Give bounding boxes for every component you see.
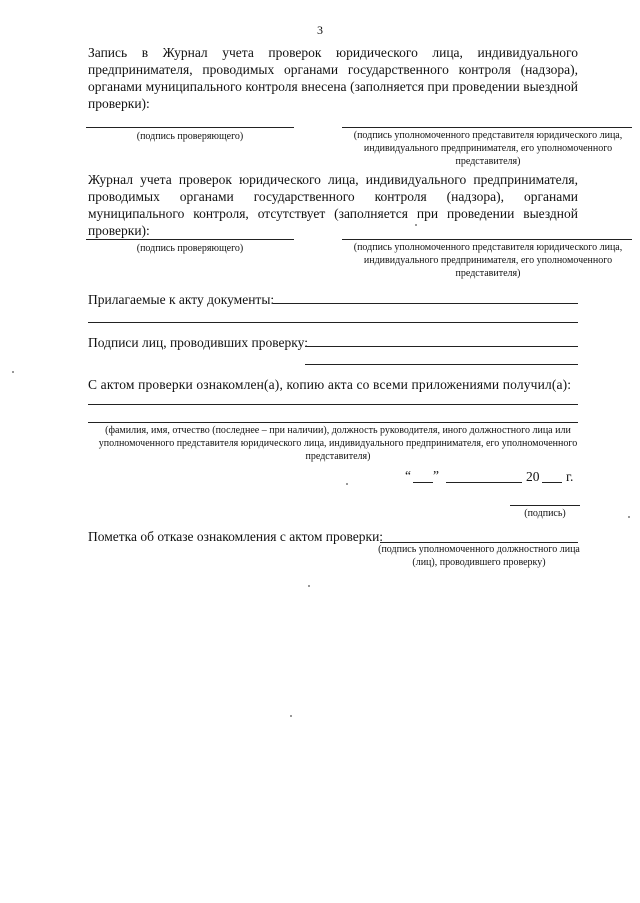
attached-documents-line-2 [88, 322, 578, 323]
date-month-line [446, 482, 522, 483]
date-year-line [542, 482, 562, 483]
scan-speck [308, 585, 310, 587]
journal-absent-paragraph: Журнал учета проверок юридического лица, индивидуального предпринимателя, проводимых органами государственного контроля (надзора), органами муниципального контроля, отсутствует (заполняется при проведении выездной проверки): [88, 172, 578, 238]
inspectors-signatures-line-2 [305, 364, 578, 365]
inspector-signature-caption-1: (подпись проверяющего) [136, 131, 244, 142]
page-number: 3 [317, 23, 323, 37]
acquainted-text: С актом проверки ознакомлен(а), копию акта со всеми приложениями получил(а): [88, 377, 572, 392]
date-year-prefix: 20 [526, 469, 540, 484]
acquainted-caption: (фамилия, имя, отчество (последнее – при наличии), должность руководителя, иного должностного лица или уполномоченного представителя юридического лица, индивидуального предпринимателя, его уполномоченного представителя) [98, 425, 578, 462]
acquainted-line-1 [88, 404, 578, 405]
acquainted-signature-caption: (подпись) [524, 508, 566, 519]
representative-signature-line-2 [342, 239, 632, 240]
inspector-signature-caption-2: (подпись проверяющего) [136, 243, 244, 254]
date-year-suffix: г. [566, 469, 574, 484]
journal-entry-paragraph: Запись в Журнал учета проверок юридического лица, индивидуального предпринимателя, проводимых органами государственного контроля (надзора), органами муниципального контроля внесена (заполняется при проведении выездной проверки): [88, 45, 578, 111]
scan-speck [12, 371, 14, 373]
date-close-quote: ” [433, 468, 439, 483]
inspector-signature-line-2 [86, 239, 294, 240]
inspector-signature-line-1 [86, 127, 294, 128]
refusal-label: Пометка об отказе ознакомления с актом проверки: [88, 529, 384, 544]
representative-signature-line-1 [342, 127, 632, 128]
date-day-line [413, 482, 433, 483]
acquainted-signature-line [510, 505, 580, 506]
representative-signature-caption-1: (подпись уполномоченного представителя юридического лица, индивидуального предпринимателя, его уполномоченного представителя) [353, 130, 623, 167]
inspectors-signatures-line-1 [305, 346, 578, 347]
scan-speck [415, 224, 417, 226]
inspectors-signatures-label: Подписи лиц, проводивших проверку: [88, 335, 308, 350]
scan-speck [628, 516, 630, 518]
attached-documents-label: Прилагаемые к акту документы: [88, 292, 275, 307]
scan-speck [346, 483, 348, 485]
date-open-quote: “ [405, 468, 411, 483]
scan-speck [290, 715, 292, 717]
refusal-caption: (подпись уполномоченного должностного лица (лиц), проводившего проверку) [378, 544, 580, 568]
acquainted-line-2 [88, 422, 578, 423]
representative-signature-caption-2: (подпись уполномоченного представителя юридического лица, индивидуального предпринимателя, его уполномоченного представителя) [353, 242, 623, 279]
attached-documents-line-1 [273, 303, 578, 304]
